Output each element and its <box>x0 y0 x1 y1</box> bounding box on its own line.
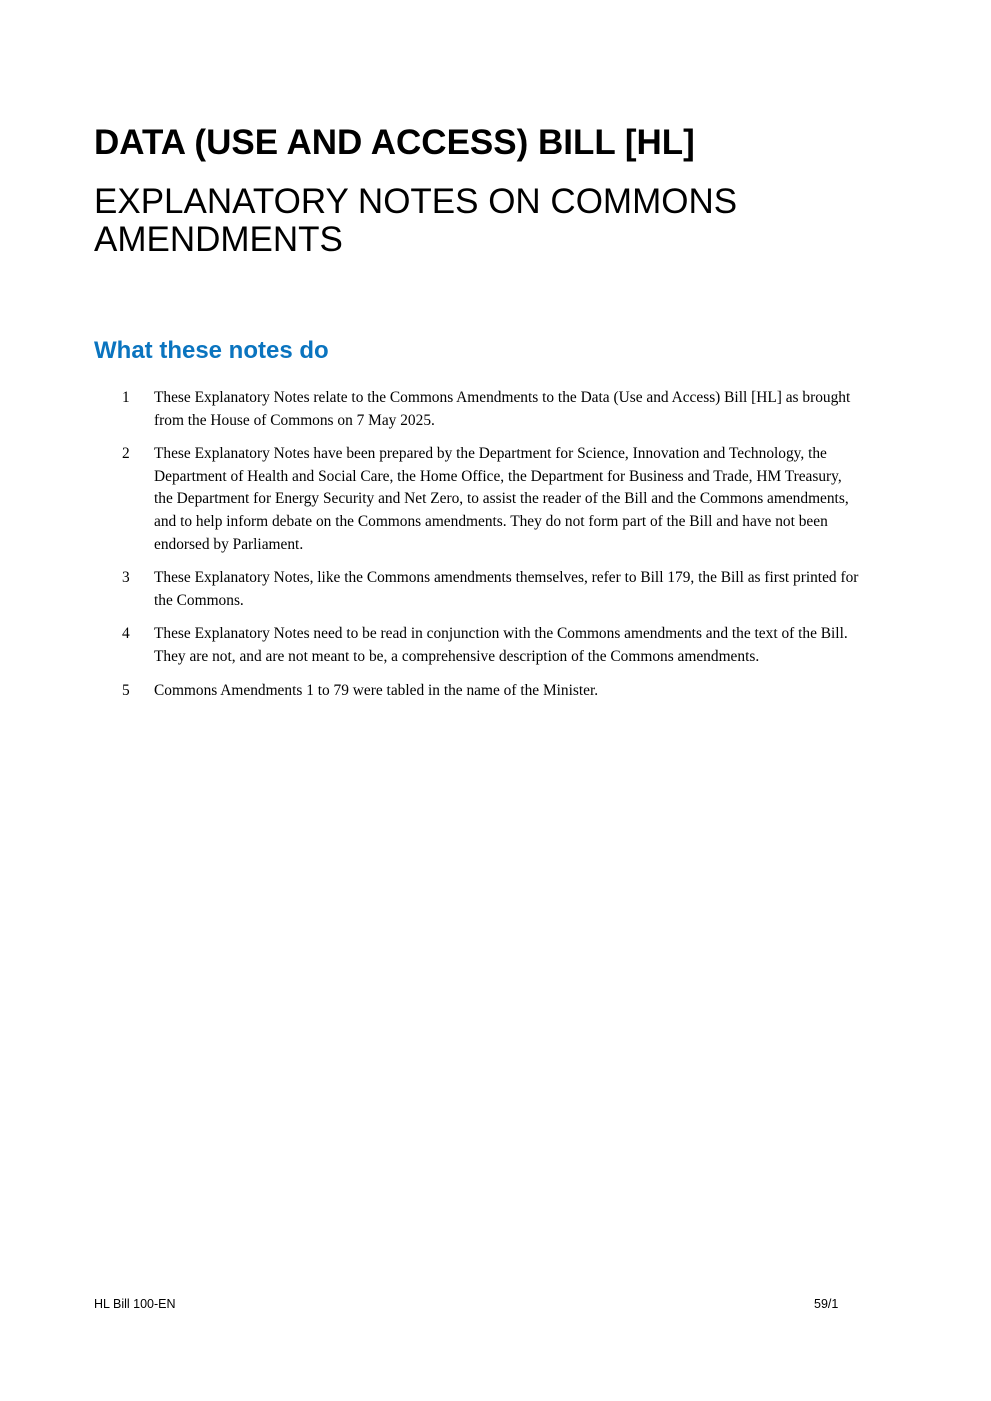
paragraph-number: 3 <box>122 569 130 587</box>
footer-page-reference: 59/1 <box>814 1297 839 1311</box>
paragraph <box>122 623 862 668</box>
paragraph <box>122 680 862 703</box>
paragraph <box>122 567 862 612</box>
section-heading: What these notes do <box>94 337 329 364</box>
paragraph <box>122 443 862 556</box>
paragraph <box>122 387 862 432</box>
footer-bill-reference: HL Bill 100-EN <box>94 1297 176 1311</box>
paragraph-text: These Explanatory Notes relate to the Commons Amendments to the Data (Use and Access) Bill [HL] as brought from the House of Commons on 7 May 2025. <box>154 389 851 429</box>
document-title: DATA (USE AND ACCESS) BILL [HL] <box>94 123 695 162</box>
paragraph-text: These Explanatory Notes, like the Commons amendments themselves, refer to Bill 179, the Bill as first printed for the Commons. <box>154 569 859 609</box>
numbered-paragraphs <box>122 387 862 713</box>
paragraph-number: 5 <box>122 681 130 699</box>
paragraph-text: Commons Amendments 1 to 79 were tabled in the name of the Minister. <box>154 681 599 699</box>
paragraph-number: 4 <box>122 625 130 643</box>
paragraph-text: These Explanatory Notes need to be read in conjunction with the Commons amendments and the text of the Bill. They are not, and are not meant to be, a comprehensive description of the Commons amendments. <box>154 625 848 665</box>
paragraph-number: 1 <box>122 389 130 406</box>
paragraph-number: 2 <box>122 445 130 463</box>
document-subtitle: EXPLANATORY NOTES ON COMMONS AMENDMENTS <box>94 182 738 259</box>
paragraph-text: These Explanatory Notes have been prepared by the Department for Science, Innovation and Technology, the Department of Health and Social Care, the Home Office, the Department for Business and Trade, HM Treasury, the Department for Energy Security and Net Zero, to assist the reader of the Bill and the Commons amendments, and to help inform debate on the Commons amendments. They do not form part of the Bill and have not been endorsed by Parliament. <box>154 445 849 553</box>
